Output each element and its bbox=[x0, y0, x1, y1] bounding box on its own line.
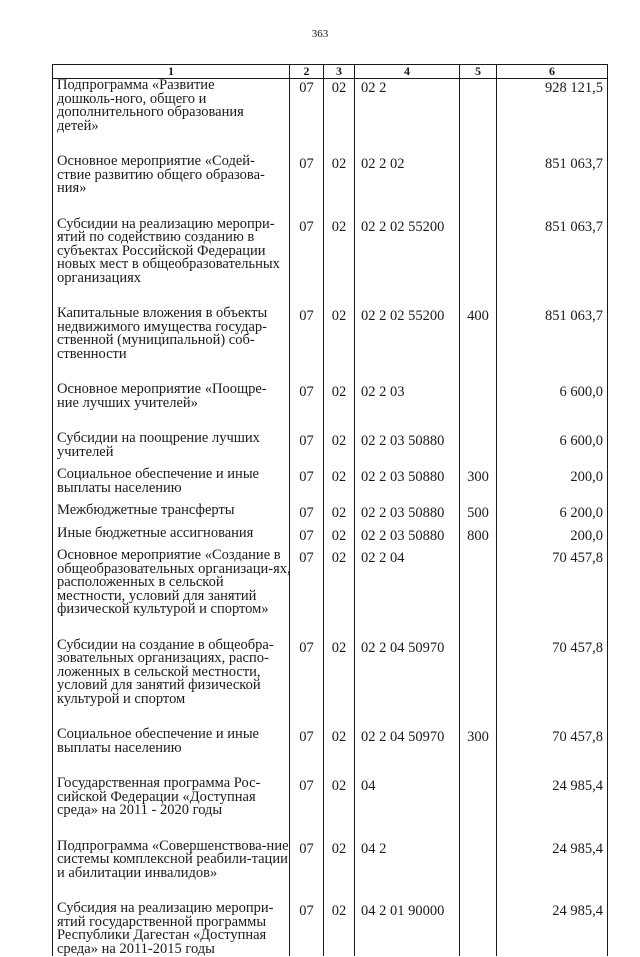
cell-amount bbox=[497, 79, 608, 156]
cell-expense-type bbox=[460, 79, 497, 156]
row-target-code: 02 2 04 bbox=[361, 550, 405, 566]
cell-expense-type bbox=[460, 383, 497, 432]
cell-section bbox=[290, 527, 324, 550]
row-section: 07 bbox=[299, 469, 314, 485]
cell-target-code bbox=[355, 432, 460, 468]
row-section: 07 bbox=[299, 384, 314, 400]
row-amount: 70 457,8 bbox=[552, 550, 603, 566]
row-expense-type: 300 bbox=[467, 729, 489, 745]
cell-section bbox=[290, 432, 324, 468]
cell-expense-type bbox=[460, 527, 497, 550]
table-row bbox=[53, 468, 608, 504]
row-subsection: 02 bbox=[331, 903, 347, 919]
cell-name bbox=[53, 468, 290, 504]
cell-expense-type bbox=[460, 504, 497, 527]
row-section: 07 bbox=[299, 505, 314, 521]
cell-subsection bbox=[324, 840, 355, 903]
cell-target-code bbox=[355, 307, 460, 383]
row-amount: 70 457,8 bbox=[552, 729, 603, 745]
header-cell: 1 bbox=[53, 65, 290, 79]
row-expense-type bbox=[460, 383, 496, 386]
row-target-code: 04 bbox=[361, 778, 376, 794]
row-target-code: 04 2 bbox=[361, 840, 387, 857]
cell-expense-type bbox=[460, 307, 497, 383]
row-expense-type bbox=[460, 777, 496, 780]
table-row bbox=[53, 777, 608, 840]
row-section: 07 bbox=[299, 778, 314, 794]
cell-target-code bbox=[355, 639, 460, 729]
cell-subsection bbox=[324, 549, 355, 639]
cell-section bbox=[290, 549, 324, 639]
row-target-code: 02 2 03 50880 bbox=[361, 469, 445, 485]
table-row bbox=[53, 504, 608, 527]
cell-expense-type bbox=[460, 639, 497, 729]
row-target-code: 02 2 04 50970 bbox=[361, 729, 445, 745]
cell-name bbox=[53, 383, 290, 432]
cell-name bbox=[53, 636, 290, 729]
row-name: Межбюджетные трансферты bbox=[57, 502, 235, 518]
cell-amount bbox=[497, 155, 608, 218]
row-name: Основное мероприятие «Поощре-ние лучших учителей» bbox=[57, 381, 267, 411]
cell-target-code bbox=[355, 218, 460, 308]
row-expense-type: 400 bbox=[467, 308, 489, 324]
cell-expense-type bbox=[460, 432, 497, 468]
table-row bbox=[53, 218, 608, 308]
cell-expense-type bbox=[460, 155, 497, 218]
cell-subsection bbox=[324, 902, 355, 956]
row-section: 07 bbox=[299, 639, 314, 656]
row-target-code: 04 2 01 90000 bbox=[361, 903, 445, 919]
row-name: Иные бюджетные ассигнования bbox=[57, 524, 254, 541]
cell-section bbox=[290, 468, 324, 504]
row-target-code: 02 2 03 50880 bbox=[361, 527, 445, 544]
cell-subsection bbox=[324, 728, 355, 777]
row-target-code: 02 2 02 55200 bbox=[361, 308, 445, 324]
cell-amount bbox=[497, 549, 608, 639]
cell-name bbox=[53, 215, 290, 308]
row-subsection: 02 bbox=[331, 433, 347, 449]
cell-target-code bbox=[355, 155, 460, 218]
table-row bbox=[53, 840, 608, 903]
row-section: 07 bbox=[299, 80, 314, 96]
row-expense-type: 500 bbox=[467, 505, 489, 521]
header-cell: 6 bbox=[497, 65, 608, 79]
row-target-code: 02 2 bbox=[361, 80, 387, 96]
cell-name bbox=[53, 79, 290, 156]
row-amount: 200,0 bbox=[570, 527, 603, 544]
cell-name bbox=[53, 777, 290, 840]
row-subsection: 02 bbox=[331, 469, 347, 485]
cell-amount bbox=[497, 307, 608, 383]
cell-target-code bbox=[355, 549, 460, 639]
row-name: Субсидии на создание в общеобра-зовательных организациях, распо-ложенных в сельской местности, условий для занятий физической культурой и спортом bbox=[57, 636, 274, 707]
row-amount: 200,0 bbox=[570, 469, 603, 485]
row-name: Основное мероприятие «Создание в общеобразовательных организаци-ях, расположенных в сельской местности, условий для занятий физической культурой и спортом» bbox=[57, 547, 291, 617]
cell-amount bbox=[497, 432, 608, 468]
cell-target-code bbox=[355, 527, 460, 550]
row-section: 07 bbox=[299, 527, 314, 544]
cell-section bbox=[290, 79, 324, 156]
row-section: 07 bbox=[299, 840, 314, 857]
row-subsection: 02 bbox=[331, 840, 347, 857]
budget-table bbox=[52, 64, 608, 956]
cell-name bbox=[53, 432, 290, 468]
row-expense-type bbox=[460, 218, 496, 221]
row-target-code: 02 2 03 bbox=[361, 384, 405, 400]
cell-subsection bbox=[324, 79, 355, 156]
cell-section bbox=[290, 840, 324, 903]
table-row bbox=[53, 549, 608, 639]
cell-amount bbox=[497, 902, 608, 956]
row-subsection: 02 bbox=[331, 218, 347, 235]
cell-expense-type bbox=[460, 840, 497, 903]
cell-name bbox=[53, 549, 290, 639]
cell-subsection bbox=[324, 504, 355, 527]
cell-section bbox=[290, 504, 324, 527]
row-subsection: 02 bbox=[331, 384, 347, 400]
row-amount: 70 457,8 bbox=[552, 639, 603, 656]
row-expense-type: 800 bbox=[467, 527, 489, 544]
table-row bbox=[53, 383, 608, 432]
cell-expense-type bbox=[460, 777, 497, 840]
row-subsection: 02 bbox=[331, 505, 347, 521]
table-row bbox=[53, 902, 608, 956]
cell-name bbox=[53, 155, 290, 218]
cell-section bbox=[290, 902, 324, 956]
row-name: Субсидии на поощрение лучших учителей bbox=[57, 430, 260, 460]
table-row bbox=[53, 307, 608, 383]
header-cell: 4 bbox=[355, 65, 460, 79]
row-target-code: 02 2 02 55200 bbox=[361, 218, 445, 235]
row-name: Основное мероприятие «Содей-ствие развитию общего образова-ния» bbox=[57, 153, 265, 196]
row-name: Государственная программа Рос-сийской Федерации «Доступная среда» на 2011 - 2020 годы bbox=[57, 775, 261, 818]
table-row bbox=[53, 728, 608, 777]
cell-target-code bbox=[355, 777, 460, 840]
cell-section bbox=[290, 639, 324, 729]
cell-section bbox=[290, 307, 324, 383]
cell-target-code bbox=[355, 383, 460, 432]
cell-target-code bbox=[355, 468, 460, 504]
cell-subsection bbox=[324, 639, 355, 729]
cell-section bbox=[290, 155, 324, 218]
row-section: 07 bbox=[299, 218, 314, 235]
cell-amount bbox=[497, 218, 608, 308]
cell-expense-type bbox=[460, 902, 497, 956]
cell-amount bbox=[497, 468, 608, 504]
cell-target-code bbox=[355, 79, 460, 156]
cell-section bbox=[290, 383, 324, 432]
row-name: Капитальные вложения в объекты недвижимого имущества государ-ственной (муниципальной) соб-ственности bbox=[57, 305, 268, 362]
cell-target-code bbox=[355, 504, 460, 527]
table-row bbox=[53, 79, 608, 156]
cell-section bbox=[290, 728, 324, 777]
row-subsection: 02 bbox=[331, 729, 347, 745]
cell-subsection bbox=[324, 307, 355, 383]
row-section: 07 bbox=[299, 729, 314, 745]
row-expense-type bbox=[460, 549, 496, 552]
row-expense-type: 300 bbox=[467, 469, 489, 485]
row-target-code: 02 2 03 50880 bbox=[361, 433, 445, 449]
cell-amount bbox=[497, 840, 608, 903]
table-row bbox=[53, 155, 608, 218]
row-subsection: 02 bbox=[331, 778, 347, 794]
row-amount: 928 121,5 bbox=[545, 80, 603, 96]
cell-subsection bbox=[324, 432, 355, 468]
cell-name bbox=[53, 902, 290, 956]
row-name: Социальное обеспечение и иные выплаты населению bbox=[57, 726, 259, 756]
cell-expense-type bbox=[460, 468, 497, 504]
header-cell: 5 bbox=[460, 65, 497, 79]
table-row bbox=[53, 432, 608, 468]
table-row bbox=[53, 639, 608, 729]
row-expense-type bbox=[460, 639, 496, 642]
cell-target-code bbox=[355, 840, 460, 903]
row-expense-type bbox=[460, 840, 496, 843]
table-row bbox=[53, 527, 608, 550]
row-expense-type bbox=[460, 432, 496, 435]
cell-expense-type bbox=[460, 728, 497, 777]
row-target-code: 02 2 02 bbox=[361, 156, 405, 172]
cell-amount bbox=[497, 383, 608, 432]
cell-subsection bbox=[324, 777, 355, 840]
row-amount: 851 063,7 bbox=[545, 156, 603, 172]
row-target-code: 02 2 04 50970 bbox=[361, 639, 445, 656]
row-subsection: 02 bbox=[331, 80, 347, 96]
cell-amount bbox=[497, 504, 608, 527]
cell-amount bbox=[497, 777, 608, 840]
row-subsection: 02 bbox=[331, 550, 347, 566]
row-subsection: 02 bbox=[331, 527, 347, 544]
row-target-code: 02 2 03 50880 bbox=[361, 505, 445, 521]
row-section: 07 bbox=[299, 433, 314, 449]
header-cell: 2 bbox=[290, 65, 324, 79]
cell-section bbox=[290, 218, 324, 308]
row-name: Подпрограмма «Совершенствова-ние системы комплексной реабили-тации и абилитации инвалидов» bbox=[57, 837, 289, 881]
row-section: 07 bbox=[299, 903, 314, 919]
cell-amount bbox=[497, 728, 608, 777]
page-number: 363 bbox=[311, 28, 329, 40]
row-amount: 6 600,0 bbox=[559, 433, 603, 449]
row-section: 07 bbox=[299, 156, 314, 172]
cell-subsection bbox=[324, 155, 355, 218]
cell-name bbox=[53, 837, 290, 903]
cell-subsection bbox=[324, 468, 355, 504]
cell-expense-type bbox=[460, 218, 497, 308]
row-name: Субсидии на реализацию меропри-ятий по содействию созданию в субъектах Российской Федерации новых мест в общеобразовательных организациях bbox=[57, 215, 280, 286]
cell-name bbox=[53, 307, 290, 383]
row-amount: 24 985,4 bbox=[552, 778, 603, 794]
cell-name bbox=[53, 728, 290, 777]
row-amount: 851 063,7 bbox=[545, 218, 603, 235]
cell-target-code bbox=[355, 902, 460, 956]
row-amount: 24 985,4 bbox=[552, 840, 603, 857]
cell-name bbox=[53, 524, 290, 550]
row-amount: 6 200,0 bbox=[559, 505, 603, 521]
header-cell: 3 bbox=[324, 65, 355, 79]
cell-amount bbox=[497, 527, 608, 550]
cell-subsection bbox=[324, 383, 355, 432]
row-amount: 851 063,7 bbox=[545, 308, 603, 324]
cell-name bbox=[53, 504, 290, 527]
row-subsection: 02 bbox=[331, 156, 347, 172]
cell-target-code bbox=[355, 728, 460, 777]
row-section: 07 bbox=[299, 308, 314, 324]
row-name: Субсидия на реализацию меропри-ятий государственной программы Республики Дагестан «Доступная среда» на 2011-2015 годы bbox=[57, 900, 274, 957]
row-subsection: 02 bbox=[331, 639, 347, 656]
row-name: Подпрограмма «Развитие дошколь-ного, общего и дополнительного образования детей» bbox=[57, 77, 244, 134]
row-subsection: 02 bbox=[331, 308, 347, 324]
row-name: Социальное обеспечение и иные выплаты населению bbox=[57, 466, 259, 496]
cell-subsection bbox=[324, 218, 355, 308]
row-section: 07 bbox=[299, 550, 314, 566]
row-amount: 6 600,0 bbox=[559, 384, 603, 400]
cell-section bbox=[290, 777, 324, 840]
cell-amount bbox=[497, 639, 608, 729]
cell-expense-type bbox=[460, 549, 497, 639]
row-expense-type bbox=[460, 155, 496, 158]
row-amount: 24 985,4 bbox=[552, 903, 603, 919]
cell-subsection bbox=[324, 527, 355, 550]
row-expense-type bbox=[460, 79, 496, 82]
